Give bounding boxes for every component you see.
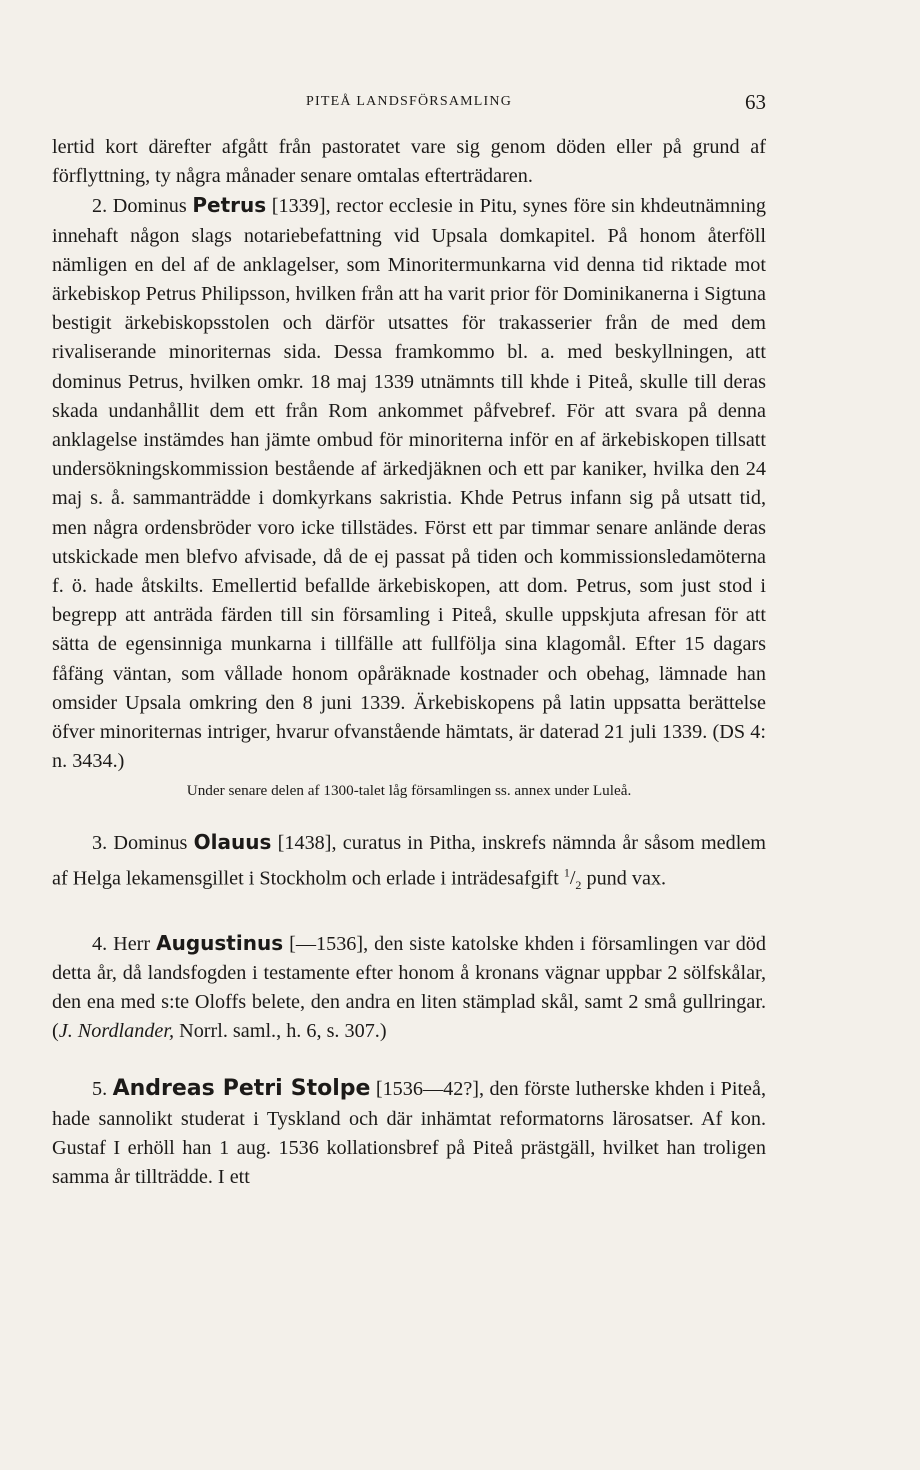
paragraph-continuation: lertid kort därefter afgått från pastoratet vare sig genom döden eller på grund af förflyttning, ty några månader senare omtalas efterträdaren. (52, 136, 766, 188)
entry-name: Andreas Petri Stolpe (112, 1076, 371, 1102)
entry-text: [—1536], den siste katolske khden i församlingen var död detta år, då landsfogden i testamente efter honom å kronans vägnar uppbar 2 sölfskålar, den ena med s:te Oloffs belete, den andra en liten stämplad skål, samt 2 små gullringar. (52, 932, 766, 1014)
entry-2 (52, 191, 766, 776)
entry-name: Petrus (192, 193, 267, 218)
citation-rest: Norrl. saml., h. 6, s. 307.) (179, 1020, 387, 1043)
entry-number: 2. (92, 195, 108, 218)
entry-text: [1339], rector ecclesie in Pitu, synes före sin khdeutnämning innehaft någon slags notariebefattning vid Upsala domkapitel. På honom återföll nämligen en del af de anklagelser, som Minoritermunkarna vid denna tid riktade mot ärkebiskop Petrus Philipsson, hvilken från att ha varit prior för Dominikanerna i Sigtuna bestigit ärkebiskopsstolen och därför utsattes för trakasserier från de med dem rivaliserande minoriternas sida. Dessa framkommo bl. a. med beskyllningen, att dominus Petrus, hvilken omkr. 18 maj 1339 utnämnts till khde i Piteå, skulle till deras skada undanhållit dem ett från Rom ankommet påfvebref. För att svara på denna anklagelse instämdes han jämte ombud för minoriterna inför en af ärkebiskopen tillsatt undersökningskommission bestående af ärkedjäknen och ett par kaniker, hvilka den 24 maj s. å. sammanträdde i domkyrkans sakristia. Khde Petrus infann sig på utsatt tid, men några ordensbröder voro icke tillstädes. Först ett par timmar senare anlände deras utskickade men blefvo afvisade, då de ej passat på tiden och kommissionsledamöterna f. ö. hade åtskilts. Emellertid befallde ärkebiskopen, att dom. Petrus, som just stod i begrepp att anträda färden till sin församling i Piteå, skulle uppskjuta afresan för att sätta de egensinniga munkarna i tillfälle att fullfölja sina klagomål. Efter 15 dagars fåfäng väntan, som vållade honom opåräknade kostnader och obehag, lämnade han omsider Upsala omkring den 8 juni 1339. Ärkebiskopens på latin uppsatta berättelse öfver minoriternas intriger, hvarur ofvanstående hämtats, är daterad 21 juli 1339. (DS 4: n. 3434.) (52, 195, 767, 773)
running-head (52, 90, 766, 114)
entry-text: [1536—42?], den förste lutherske khden i Piteå, hade sannolikt studerat i Tyskland och där inhämtat reformatorns lärosatser. Af kon. Gustaf I erhöll han 1 aug. 1536 kollationsbref på Piteå prästgäll, hvilket han troligen samma år tillträdde. I ett (52, 1078, 767, 1189)
entry-prefix: Herr (113, 932, 151, 955)
entry-name: Augustinus (156, 930, 284, 955)
fraction-denominator: 2 (575, 878, 582, 893)
entry-text-end: pund vax. (586, 867, 667, 890)
entry-name: Olauus (193, 830, 272, 855)
entry-number: 5. (92, 1078, 108, 1101)
citation-open: ( (52, 1020, 59, 1043)
page-number: 63 (745, 90, 766, 114)
entry-prefix: Dominus (112, 195, 187, 218)
citation-author: J. Nordlander, (58, 1020, 175, 1043)
entry-3 (52, 828, 766, 900)
entry-number: 3. (92, 832, 108, 855)
entry-5 (52, 1074, 766, 1192)
fraction-numerator: 1 (563, 865, 570, 880)
fraction: $^1/_2$ (563, 865, 582, 893)
entry-text: [1438], curatus in Pitha, inskrefs nämnda år såsom medlem af Helga lekamensgillet i Stockholm och erlade i inträdesafgift (52, 832, 767, 890)
entry-4 (52, 929, 766, 1047)
running-title: PITEÅ LANDSFÖRSAMLING (305, 94, 513, 109)
entry-number: 4. (92, 932, 108, 955)
text-block (52, 133, 766, 1220)
entry-prefix: Dominus (113, 832, 188, 855)
footnote: Under senare delen af 1300-talet låg församlingen ss. annex under Luleå. (186, 782, 632, 800)
